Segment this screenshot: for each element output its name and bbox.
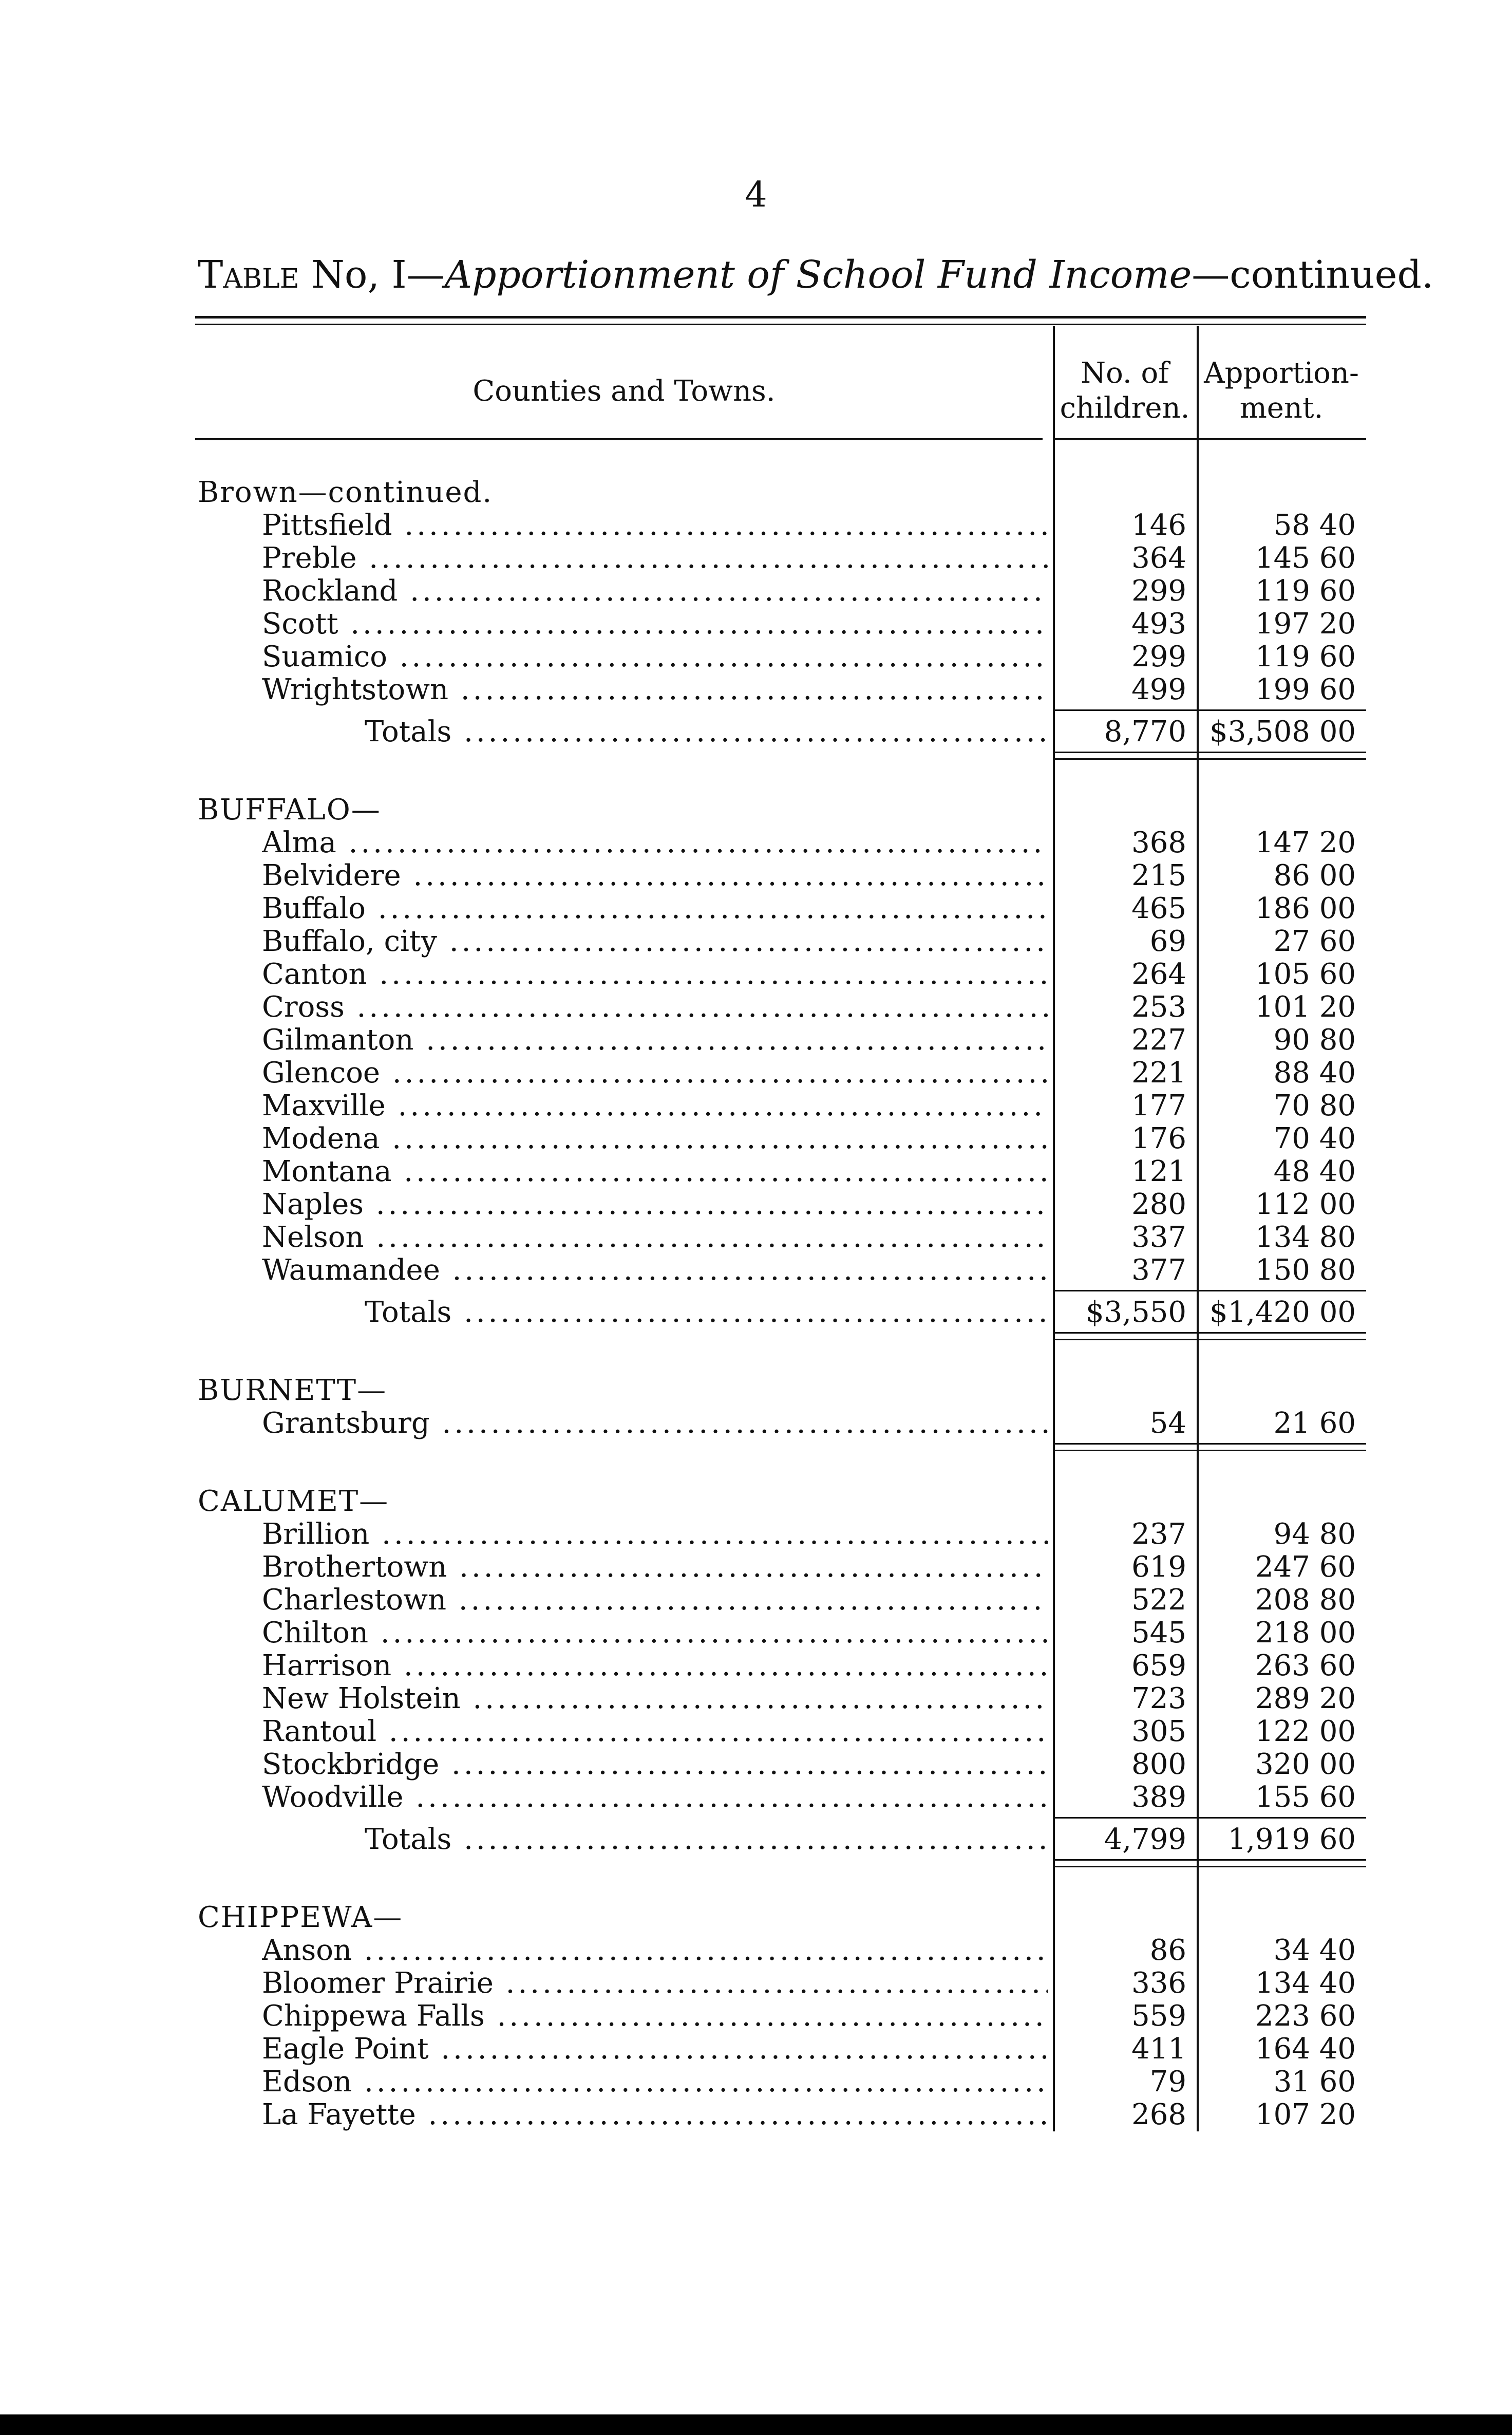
apportionment-amount: 101 20: [1255, 990, 1356, 1024]
apportionment-amount: 134 80: [1255, 1221, 1356, 1254]
table-row: [195, 673, 1366, 706]
children-count: 280: [1131, 1188, 1186, 1221]
apportionment-amount: 27 60: [1273, 925, 1356, 958]
apportionment-amount: 119 60: [1255, 640, 1356, 673]
children-count: 86: [1149, 1934, 1186, 1967]
apportionment-amount: 112 00: [1255, 1188, 1356, 1221]
town-name: New Holstein .....: [262, 1682, 1048, 1715]
town-name: Pittsfield .....: [262, 509, 1048, 542]
county-name: BUFFALO—: [198, 793, 381, 827]
table-row: [195, 1254, 1366, 1287]
header-rule-children: [1053, 438, 1197, 440]
spacer: [195, 1452, 1366, 1485]
header-rule: [195, 438, 1366, 443]
apportionment-amount: 31 60: [1273, 2065, 1356, 2099]
total-double-rule-apportionment: [1197, 1332, 1366, 1340]
children-count: 522: [1131, 1583, 1186, 1617]
apportionment-amount: 58 40: [1273, 509, 1356, 542]
town-name: Anson .....: [262, 1934, 1048, 1967]
town-name: Brillion .....: [262, 1518, 1048, 1551]
children-count: 221: [1131, 1056, 1186, 1090]
county-name: CALUMET—: [198, 1485, 389, 1518]
county-name: Brown—continued.: [198, 476, 493, 509]
apportionment-amount: 320 00: [1255, 1748, 1356, 1781]
town-name: Grantsburg .....: [262, 1407, 1048, 1440]
apportionment-amount: 119 60: [1255, 574, 1356, 608]
children-count: 499: [1131, 673, 1186, 706]
children-count: 336: [1131, 1966, 1186, 2000]
town-name: Scott .....: [262, 608, 1048, 641]
county-heading-row: [195, 794, 1366, 827]
total-double-rule: [195, 1440, 1366, 1452]
table-row: [195, 1781, 1366, 1814]
total-double-rule-children: [1053, 752, 1197, 760]
apportionment-amount: 21 60: [1273, 1407, 1356, 1440]
apportionment-amount: 223 60: [1255, 1999, 1356, 2033]
children-count: 264: [1131, 958, 1186, 991]
table-row: [195, 1221, 1366, 1254]
table-row: [195, 925, 1366, 958]
spacer: [195, 761, 1366, 794]
table-row: [195, 1090, 1366, 1122]
title-suffix: —continued.: [1192, 253, 1434, 297]
totals-label: Totals .....: [365, 1823, 1048, 1856]
title-number: No, I—: [311, 253, 445, 297]
apportionment-amount: 164 40: [1255, 2032, 1356, 2066]
apportionment-amount: 247 60: [1255, 1550, 1356, 1584]
children-count: 545: [1131, 1616, 1186, 1650]
children-count: 79: [1149, 2065, 1186, 2099]
children-count: 723: [1131, 1682, 1186, 1715]
children-count: 364: [1131, 541, 1186, 575]
children-count: 215: [1131, 859, 1186, 892]
totals-label: Totals .....: [365, 716, 1048, 748]
table-row: [195, 892, 1366, 925]
table-row: [195, 509, 1366, 542]
title-italic: Apportionment of School Fund Income: [444, 253, 1192, 297]
total-double-rule-apportionment: [1197, 1443, 1366, 1451]
town-name: Charlestown .....: [262, 1584, 1048, 1617]
total-rule: [195, 706, 1366, 716]
table-header: [195, 325, 1366, 438]
town-name: Bloomer Prairie .....: [262, 1967, 1048, 2000]
town-name: Modena .....: [262, 1122, 1048, 1155]
table-row: [195, 2033, 1366, 2066]
apportionment-amount: 122 00: [1255, 1715, 1356, 1748]
total-children: 4,799: [1104, 1823, 1186, 1856]
total-double-rule: [195, 1329, 1366, 1341]
table-row: [195, 2099, 1366, 2131]
children-count: 559: [1131, 1999, 1186, 2033]
table-row: [195, 1748, 1366, 1781]
town-name: Chilton .....: [262, 1617, 1048, 1650]
town-name: Glencoe .....: [262, 1057, 1048, 1090]
table-row: [195, 958, 1366, 991]
children-count: 305: [1131, 1715, 1186, 1748]
town-name: Brothertown .....: [262, 1551, 1048, 1584]
county-heading-row: [195, 1901, 1366, 1934]
town-name: Waumandee .....: [262, 1254, 1048, 1287]
town-name: Alma .....: [262, 827, 1048, 859]
table-row: [195, 542, 1366, 575]
children-count: 54: [1149, 1407, 1186, 1440]
header-towns: Counties and Towns.: [472, 374, 776, 408]
apportionment-amount: 147 20: [1255, 826, 1356, 859]
town-name: Gilmanton .....: [262, 1024, 1048, 1057]
county-name: BURNETT—: [198, 1374, 387, 1407]
children-count: 227: [1131, 1023, 1186, 1057]
table-title: [198, 253, 1433, 297]
county-heading-row: [195, 1374, 1366, 1407]
total-double-rule-apportionment: [1197, 752, 1366, 760]
table-row: [195, 641, 1366, 673]
table-row: [195, 1024, 1366, 1057]
apportionment-amount: 145 60: [1255, 541, 1356, 575]
total-rule: [195, 1814, 1366, 1823]
total-rule-apportionment: [1197, 1290, 1366, 1291]
spacer: [195, 1341, 1366, 1374]
apportionment-amount: 34 40: [1273, 1934, 1356, 1967]
children-count: 121: [1131, 1155, 1186, 1188]
table-row: [195, 608, 1366, 641]
apportionment-amount: 70 80: [1273, 1089, 1356, 1122]
apportionment-table: [195, 316, 1366, 2131]
table-row: [195, 1407, 1366, 1440]
total-double-rule-children: [1053, 1332, 1197, 1340]
children-count: 465: [1131, 892, 1186, 925]
total-rule-children: [1053, 1290, 1197, 1291]
total-double-rule: [195, 1856, 1366, 1868]
town-name: Eagle Point .....: [262, 2033, 1048, 2066]
totals-row: [195, 1823, 1366, 1856]
children-count: 377: [1131, 1253, 1186, 1287]
spacer: [195, 1868, 1366, 1901]
header-apport-line2: ment.: [1239, 391, 1324, 425]
total-rule-apportionment: [1197, 709, 1366, 711]
town-name: Edson .....: [262, 2066, 1048, 2099]
table-row: [195, 1682, 1366, 1715]
apportionment-amount: 90 80: [1273, 1023, 1356, 1057]
total-apportionment: $1,420 00: [1209, 1296, 1356, 1329]
spacer: [195, 443, 1366, 476]
apportionment-amount: 150 80: [1255, 1253, 1356, 1287]
town-name: Chippewa Falls .....: [262, 2000, 1048, 2033]
town-name: Stockbridge .....: [262, 1748, 1048, 1781]
town-name: La Fayette .....: [262, 2099, 1048, 2131]
total-rule: [195, 1287, 1366, 1296]
table-row: [195, 1715, 1366, 1748]
children-count: 146: [1131, 509, 1186, 542]
header-children-line1: No. of: [1081, 357, 1169, 390]
town-name: Belvidere .....: [262, 859, 1048, 892]
apportionment-amount: 105 60: [1255, 958, 1356, 991]
table-row: [195, 1551, 1366, 1584]
total-apportionment: $3,508 00: [1209, 715, 1356, 748]
children-count: 253: [1131, 990, 1186, 1024]
column-divider-children: [1053, 326, 1055, 2131]
children-count: 237: [1131, 1518, 1186, 1551]
town-name: Rantoul .....: [262, 1715, 1048, 1748]
total-rule-apportionment: [1197, 1817, 1366, 1819]
town-name: Buffalo .....: [262, 892, 1048, 925]
table-row: [195, 1934, 1366, 1967]
children-count: 368: [1131, 826, 1186, 859]
total-double-rule: [195, 748, 1366, 761]
table-row: [195, 575, 1366, 608]
apportionment-amount: 263 60: [1255, 1649, 1356, 1682]
table-row: [195, 1155, 1366, 1188]
children-count: 299: [1131, 574, 1186, 608]
totals-row: [195, 716, 1366, 748]
page-number: 4: [745, 175, 767, 215]
table-row: [195, 2066, 1366, 2099]
apportionment-amount: 289 20: [1255, 1682, 1356, 1715]
table-row: [195, 1122, 1366, 1155]
top-double-rule: [195, 316, 1366, 325]
totals-label: Totals .....: [365, 1296, 1048, 1329]
town-name: Buffalo, city .....: [262, 925, 1048, 958]
table-row: [195, 2000, 1366, 2033]
town-name: Maxville .....: [262, 1090, 1048, 1122]
children-count: 411: [1131, 2032, 1186, 2066]
town-name: Naples .....: [262, 1188, 1048, 1221]
county-heading-row: [195, 1485, 1366, 1518]
table-row: [195, 991, 1366, 1024]
header-rule-towns: [195, 438, 1043, 440]
scan-edge-band: [0, 2414, 1512, 2435]
children-count: 177: [1131, 1089, 1186, 1122]
table-row: [195, 1617, 1366, 1650]
apportionment-amount: 107 20: [1255, 2098, 1356, 2131]
children-count: 176: [1131, 1122, 1186, 1155]
totals-row: [195, 1296, 1366, 1329]
children-count: 299: [1131, 640, 1186, 673]
apportionment-amount: 48 40: [1273, 1155, 1356, 1188]
county-name: CHIPPEWA—: [198, 1901, 403, 1934]
table-row: [195, 1057, 1366, 1090]
table-row: [195, 859, 1366, 892]
children-count: 493: [1131, 607, 1186, 641]
town-name: Suamico .....: [262, 641, 1048, 673]
apportionment-amount: 208 80: [1255, 1583, 1356, 1617]
town-name: Cross .....: [262, 991, 1048, 1024]
table-row: [195, 1518, 1366, 1551]
town-name: Montana .....: [262, 1155, 1048, 1188]
apportionment-amount: 70 40: [1273, 1122, 1356, 1155]
header-apportionment: [1197, 356, 1366, 426]
town-name: Nelson .....: [262, 1221, 1048, 1254]
column-divider-apportionment: [1197, 326, 1199, 2131]
total-rule-children: [1053, 1817, 1197, 1819]
apportionment-amount: 88 40: [1273, 1056, 1356, 1090]
apportionment-amount: 197 20: [1255, 607, 1356, 641]
town-name: Preble .....: [262, 542, 1048, 575]
apportionment-amount: 155 60: [1255, 1781, 1356, 1814]
table-row: [195, 1188, 1366, 1221]
total-children: 8,770: [1104, 715, 1186, 748]
town-name: Rockland .....: [262, 575, 1048, 608]
title-prefix: Table: [198, 253, 299, 297]
header-children: [1053, 356, 1197, 426]
table-row: [195, 1650, 1366, 1682]
apportionment-amount: 186 00: [1255, 892, 1356, 925]
header-children-line2: children.: [1060, 391, 1190, 425]
children-count: 389: [1131, 1781, 1186, 1814]
apportionment-amount: 134 40: [1255, 1966, 1356, 2000]
children-count: 69: [1149, 925, 1186, 958]
table-row: [195, 827, 1366, 859]
total-apportionment: 1,919 60: [1227, 1823, 1356, 1856]
town-name: Wrightstown .....: [262, 673, 1048, 706]
children-count: 659: [1131, 1649, 1186, 1682]
total-double-rule-children: [1053, 1859, 1197, 1867]
county-heading-row: [195, 476, 1366, 509]
children-count: 800: [1131, 1748, 1186, 1781]
children-count: 337: [1131, 1221, 1186, 1254]
total-double-rule-children: [1053, 1443, 1197, 1451]
header-rule-apportionment: [1197, 438, 1366, 440]
apportionment-amount: 218 00: [1255, 1616, 1356, 1650]
children-count: 268: [1131, 2098, 1186, 2131]
apportionment-amount: 86 00: [1273, 859, 1356, 892]
apportionment-amount: 94 80: [1273, 1518, 1356, 1551]
total-double-rule-apportionment: [1197, 1859, 1366, 1867]
table-row: [195, 1967, 1366, 2000]
apportionment-amount: 199 60: [1255, 673, 1356, 706]
children-count: 619: [1131, 1550, 1186, 1584]
town-name: Harrison .....: [262, 1650, 1048, 1682]
total-children: $3,550: [1086, 1296, 1186, 1329]
town-name: Woodville .....: [262, 1781, 1048, 1814]
header-apport-line1: Apportion-: [1204, 357, 1359, 390]
table-row: [195, 1584, 1366, 1617]
total-rule-children: [1053, 709, 1197, 711]
town-name: Canton .....: [262, 958, 1048, 991]
